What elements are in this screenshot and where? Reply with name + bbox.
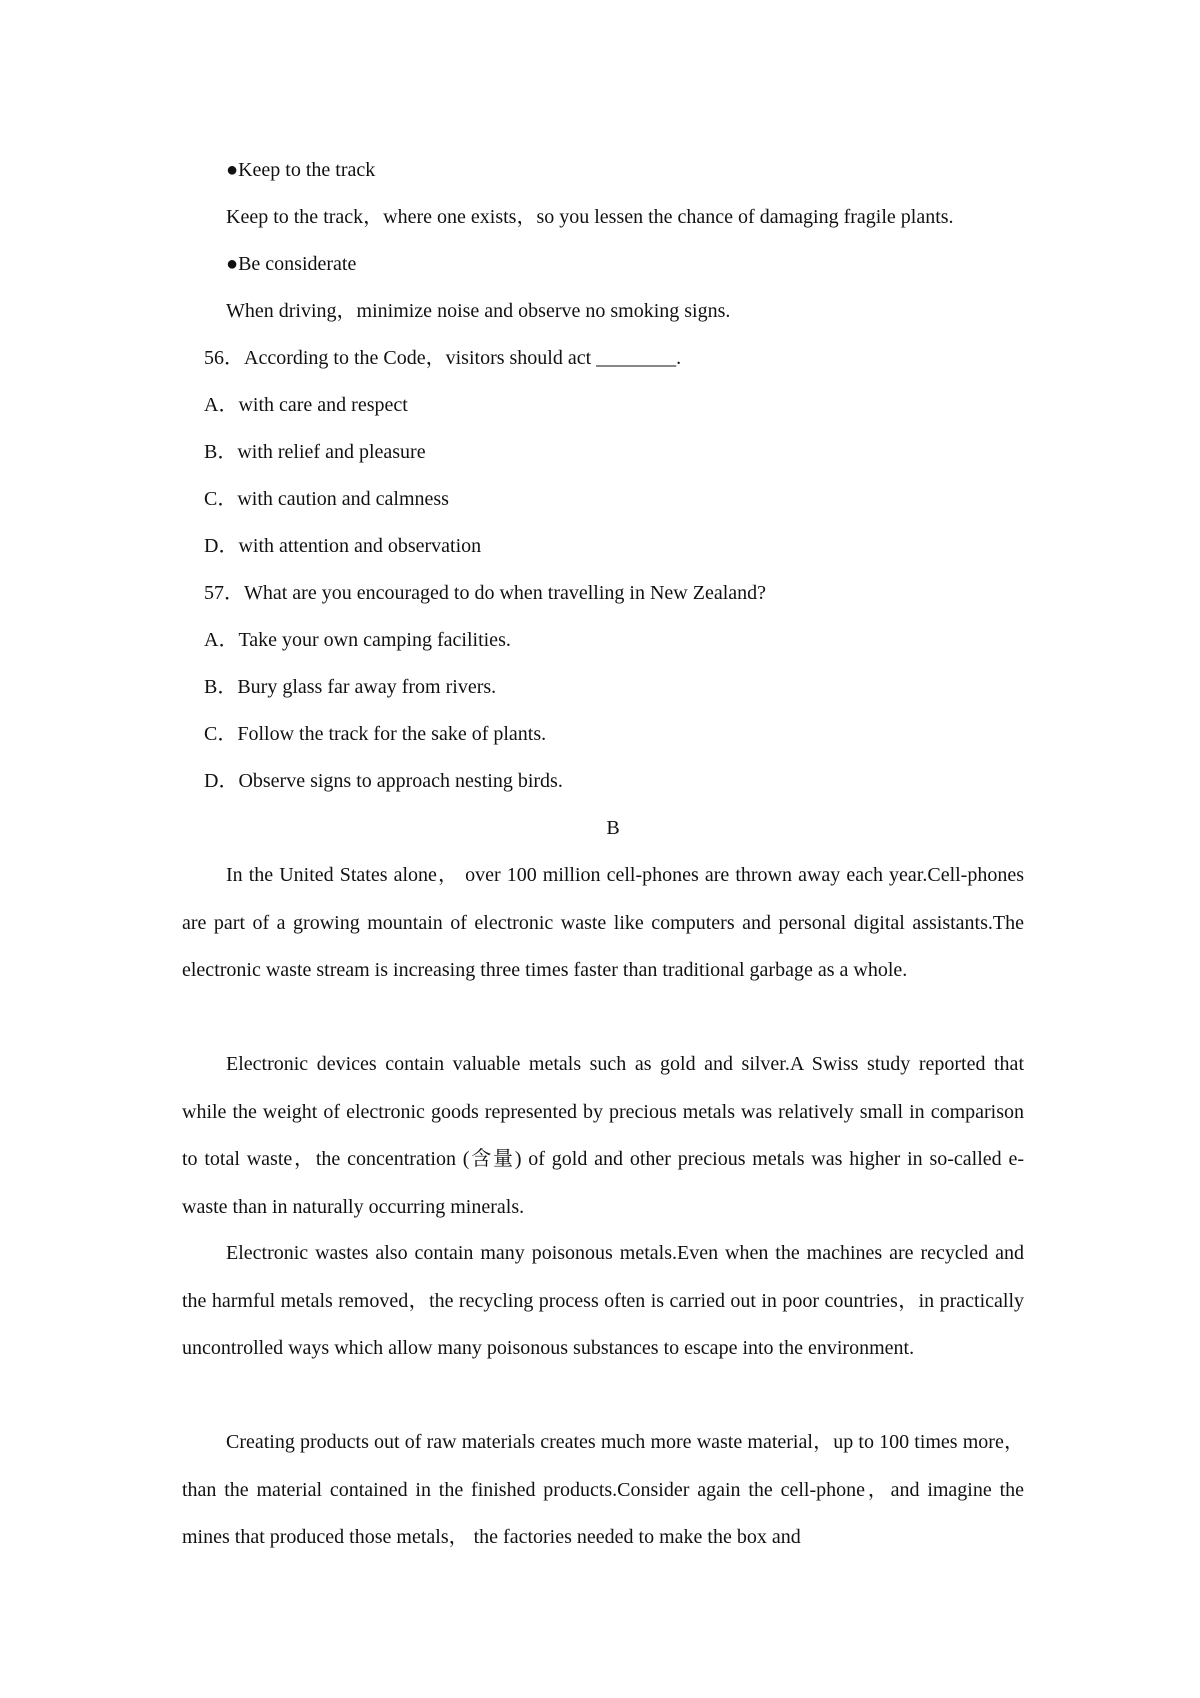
- question-56-option-a: A．with care and respect: [204, 394, 408, 416]
- passage-paragraph: Electronic wastes also contain many poisonous metals.Even when the machines are recycled and the harmful metals removed，the recycling process often is carried out in poor countries，in practically uncontrolled ways which allow many poisonous substances to escape into the environment.: [182, 1242, 1024, 1359]
- passage-paragraph: Electronic devices contain valuable metals such as gold and silver.A Swiss study reported that while the weight of electronic goods represented by precious metals was relatively small in comparison to total waste，the concentration (含量) of gold and other precious metals was higher in so-called e-waste than in naturally occurring minerals.: [182, 1053, 1024, 1218]
- guideline-text-be-considerate: When driving，minimize noise and observe no smoking signs.: [226, 300, 731, 322]
- question-56-option-c: C．with caution and calmness: [204, 488, 449, 510]
- passage-paragraph: Creating products out of raw materials creates much more waste material，up to 100 times more，than the material contained in the finished products.Consider again the cell-phone，and imagine the mines that produced those metals， the factories needed to make the box and: [182, 1431, 1024, 1548]
- guideline-text-keep-to-track: Keep to the track，where one exists，so you lessen the chance of damaging fragile plants.: [226, 206, 954, 228]
- question-57-option-b: B．Bury glass far away from rivers.: [204, 676, 497, 698]
- question-57-stem: 57．What are you encouraged to do when travelling in New Zealand?: [204, 582, 767, 604]
- section-label: B: [606, 817, 620, 839]
- question-57-option-d: D．Observe signs to approach nesting birds.: [204, 770, 563, 792]
- passage-paragraph: In the United States alone， over 100 million cell-phones are thrown away each year.Cell-phones are part of a growing mountain of electronic waste like computers and personal digital assistants.The electronic waste stream is increasing three times faster than traditional garbage as a whole.: [182, 864, 1024, 981]
- question-56-option-b: B．with relief and pleasure: [204, 441, 426, 463]
- guideline-heading-keep-to-track: ●Keep to the track: [226, 159, 376, 181]
- question-57-option-a: A．Take your own camping facilities.: [204, 629, 511, 651]
- guideline-heading-be-considerate: ●Be considerate: [226, 253, 357, 275]
- question-57-option-c: C．Follow the track for the sake of plants.: [204, 723, 547, 745]
- question-56-option-d: D．with attention and observation: [204, 535, 482, 557]
- question-56-stem: 56．According to the Code，visitors should act ________.: [204, 347, 682, 369]
